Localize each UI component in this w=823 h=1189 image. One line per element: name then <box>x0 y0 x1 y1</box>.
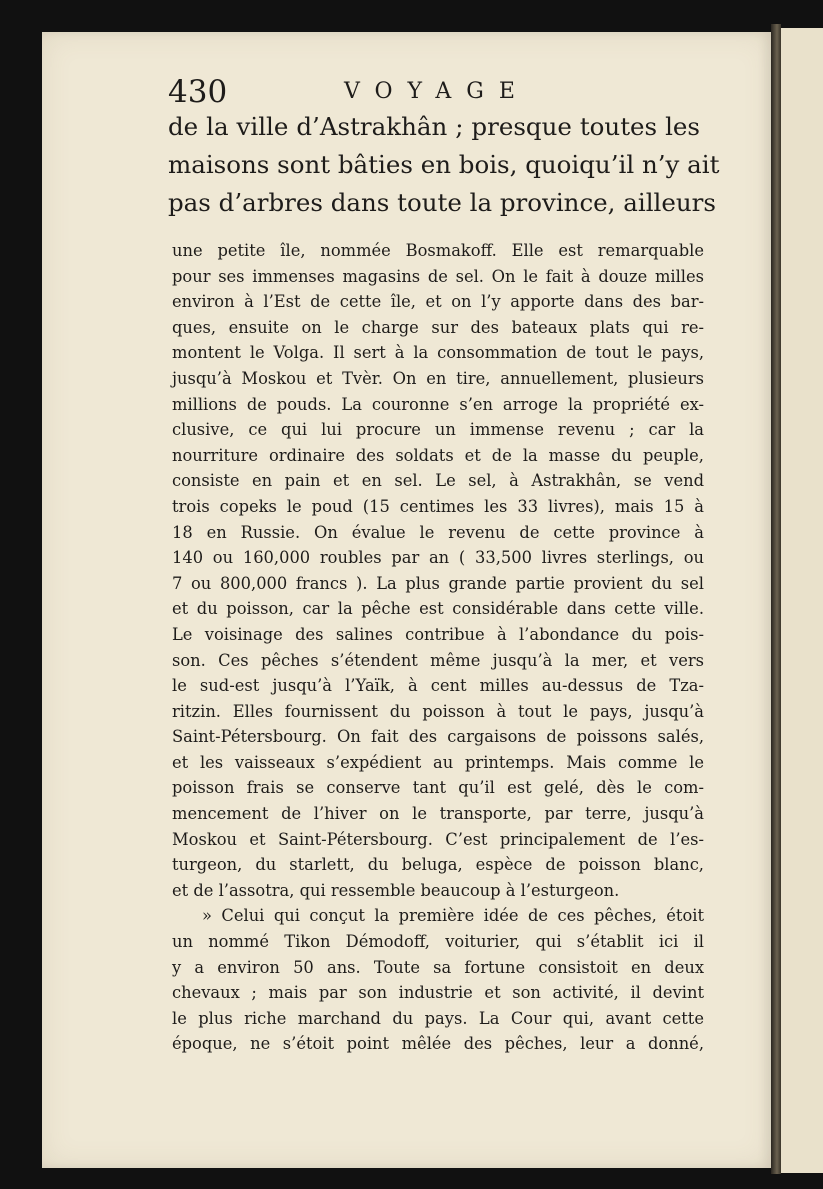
text-line: 140 ou 160,000 roubles par an ( 33,500 livres sterlings, ou <box>172 548 704 568</box>
text-line: pour ses immenses magasins de sel. On le fait à douze milles <box>172 266 704 286</box>
text-line: chevaux ; mais par son industrie et son activité, il devint <box>172 983 704 1003</box>
text-line: 18 en Russie. On évalue le revenu de cette province à <box>172 522 704 542</box>
text-line: une petite île, nommée Bosmakoff. Elle est remarquable <box>172 241 704 260</box>
text-line: et du poisson, car la pêche est considérable dans cette ville. <box>172 599 704 619</box>
text-line: un nommé Tikon Démodoff, voiturier, qui s’établit ici il <box>172 932 704 952</box>
body-text <box>172 238 704 1057</box>
text-line: ritzin. Elles fournissent du poisson à tout le pays, jusqu’à <box>172 701 704 721</box>
text-line: et de l’assotra, qui ressemble beaucoup à l’esturgeon. <box>172 880 620 900</box>
text-line: environ à l’Est de cette île, et on l’y apporte dans des bar- <box>172 292 704 312</box>
text-line: Moskou et Saint-Pétersbourg. C’est principalement de l’es- <box>172 829 704 849</box>
text-line: ques, ensuite on le charge sur des bateaux plats qui re- <box>172 317 704 337</box>
text-line: trois copeks le poud (15 centimes les 33 livres), mais 15 à <box>172 496 704 516</box>
text-line: Saint-Pétersbourg. On fait des cargaisons de poissons salés, <box>172 727 704 747</box>
text-line: poisson frais se conserve tant qu’il est gelé, dès le com- <box>172 778 704 798</box>
text-line: turgeon, du starlett, du beluga, espèce de poisson blanc, <box>172 855 704 875</box>
text-line: mencement de l’hiver on le transporte, par terre, jusqu’à <box>172 804 704 824</box>
text-line: » Celui qui conçut la première idée de ces pêches, étoit <box>202 906 704 926</box>
text-line: de la ville d’Astrakhân ; presque toutes les <box>168 112 700 141</box>
text-line: clusive, ce qui lui procure un immense revenu ; car la <box>172 420 704 440</box>
continued-text-large <box>168 108 720 222</box>
text-line: pas d’arbres dans toute la province, ailleurs <box>168 188 716 217</box>
text-line: son. Ces pêches s’étendent même jusqu’à la mer, et vers <box>172 650 704 670</box>
text-line: 7 ou 800,000 francs ). La plus grande partie provient du sel <box>172 573 704 593</box>
book-gutter <box>771 24 781 1174</box>
text-line: maisons sont bâties en bois, quoiqu’il n’y ait <box>168 150 720 179</box>
text-line: jusqu’à Moskou et Tvèr. On en tire, annuellement, plusieurs <box>172 368 704 388</box>
text-line: millions de pouds. La couronne s’en arroge la propriété ex- <box>172 394 704 414</box>
facing-page-edge <box>781 28 823 1173</box>
text-line: nourriture ordinaire des soldats et de la masse du peuple, <box>172 445 704 465</box>
text-line: y a environ 50 ans. Toute sa fortune consistoit en deux <box>172 957 704 977</box>
text-line: consiste en pain et en sel. Le sel, à Astrakhân, se vend <box>172 471 704 491</box>
page-header <box>168 72 708 112</box>
text-line: le sud-est jusqu’à l’Yaïk, à cent milles au-dessus de Tza- <box>172 676 704 696</box>
text-line: Le voisinage des salines contribue à l’abondance du pois- <box>172 624 704 644</box>
text-line: montent le Volga. Il sert à la consommation de tout le pays, <box>172 343 704 363</box>
text-line: le plus riche marchand du pays. La Cour qui, avant cette <box>172 1008 704 1028</box>
text-line: époque, ne s’étoit point mêlée des pêches, leur a donné, <box>172 1034 704 1054</box>
page-number: 430 <box>168 74 228 110</box>
text-line: et les vaisseaux s’expédient au printemps. Mais comme le <box>172 752 704 772</box>
running-title: VOYAGE <box>344 79 530 104</box>
